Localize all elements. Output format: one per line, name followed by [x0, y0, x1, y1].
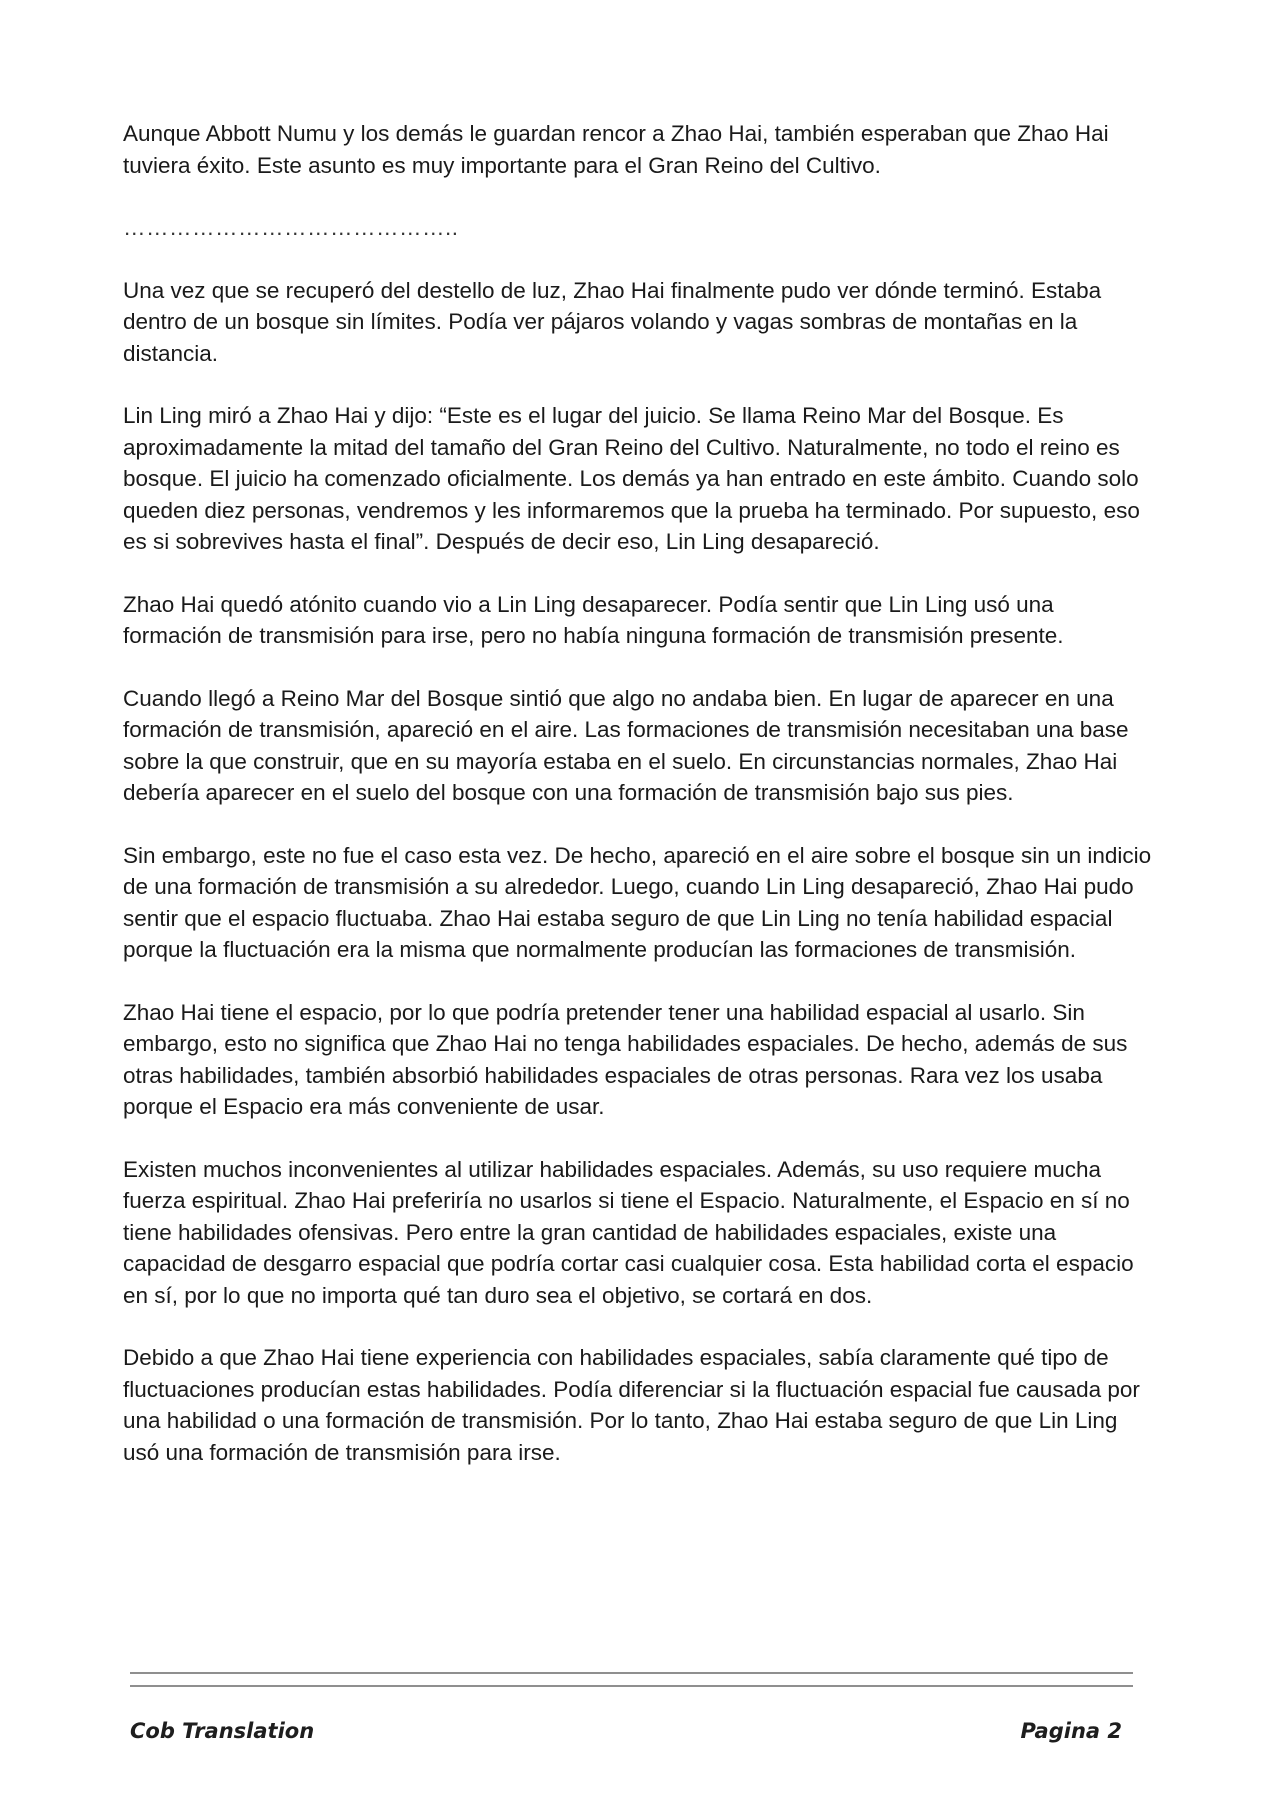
- paragraph-6: Sin embargo, este no fue el caso esta vez. De hecho, apareció en el aire sobre el bosque sin un indicio de una formación de transmisión a su alrededor. Luego, cuando Lin Ling desapareció, Zhao Hai pudo sentir que el espacio fluctuaba. Zhao Hai estaba seguro de que Lin Ling no tenía habilidad espacial porque la fluctuación era la misma que normalmente producían las formaciones de transmisión.: [123, 842, 1152, 962]
- paragraph-4: Zhao Hai quedó atónito cuando vio a Lin Ling desaparecer. Podía sentir que Lin Ling usó una formación de transmisión para irse, pero no había ninguna formación de transmisión presente.: [123, 591, 1064, 648]
- paragraph-2: Una vez que se recuperó del destello de luz, Zhao Hai finalmente pudo ver dónde terminó. Estaba dentro de un bosque sin límites. Podía ver pájaros volando y vagas sombras de montañas en la distancia.: [123, 277, 1102, 366]
- document-body: [123, 118, 1158, 1499]
- footer-page-number: Pagina 2: [1020, 1719, 1122, 1743]
- footer-divider-top: [130, 1672, 1133, 1674]
- footer-translator-credit: Cob Translation: [130, 1719, 315, 1743]
- paragraph-3: Lin Ling miró a Zhao Hai y dijo: “Este es el lugar del juicio. Se llama Reino Mar del Bosque. Es aproximadamente la mitad del tamaño del Gran Reino del Cultivo. Naturalmente, no todo el reino es bosque. El juicio ha comenzado oficialmente. Los demás ya han entrado en este ámbito. Cuando solo queden diez personas, vendremos y les informaremos que la prueba ha terminado. Por supuesto, eso es si sobrevives hasta el final”. Después de decir eso, Lin Ling desapareció.: [123, 403, 1140, 554]
- paragraph-9: Debido a que Zhao Hai tiene experiencia con habilidades espaciales, sabía claramente qué tipo de fluctuaciones producían estas habilidades. Podía diferenciar si la fluctuación espacial fue causada por una habilidad o una formación de transmisión. Por lo tanto, Zhao Hai estaba seguro de que Lin Ling usó una formación de transmisión para irse.: [123, 1345, 1140, 1465]
- paragraph-7: Zhao Hai tiene el espacio, por lo que podría pretender tener una habilidad espacial al usarlo. Sin embargo, esto no significa que Zhao Hai no tenga habilidades espaciales. De hecho, además de sus otras habilidades, también absorbió habilidades espaciales de otras personas. Rara vez los usaba porque el Espacio era más conveniente de usar.: [123, 999, 1128, 1119]
- section-separator: ……………………………………..: [123, 215, 459, 240]
- footer-divider-bottom: [130, 1685, 1133, 1687]
- paragraph-8: Existen muchos inconvenientes al utilizar habilidades espaciales. Además, su uso requiere mucha fuerza espiritual. Zhao Hai preferiría no usarlos si tiene el Espacio. Naturalmente, el Espacio en sí no tiene habilidades ofensivas. Pero entre la gran cantidad de habilidades espaciales, existe una capacidad de desgarro espacial que podría cortar casi cualquier cosa. Esta habilidad corta el espacio en sí, por lo que no importa qué tan duro sea el objetivo, se cortará en dos.: [123, 1156, 1134, 1308]
- paragraph-1: Aunque Abbott Numu y los demás le guardan rencor a Zhao Hai, también esperaban que Zhao Hai tuviera éxito. Este asunto es muy importante para el Gran Reino del Cultivo.: [123, 121, 1109, 178]
- paragraph-5: Cuando llegó a Reino Mar del Bosque sintió que algo no andaba bien. En lugar de aparecer en una formación de transmisión, apareció en el aire. Las formaciones de transmisión necesitaban una base sobre la que construir, que en su mayoría estaba en el suelo. En circunstancias normales, Zhao Hai debería aparecer en el suelo del bosque con una formación de transmisión bajo sus pies.: [123, 685, 1129, 805]
